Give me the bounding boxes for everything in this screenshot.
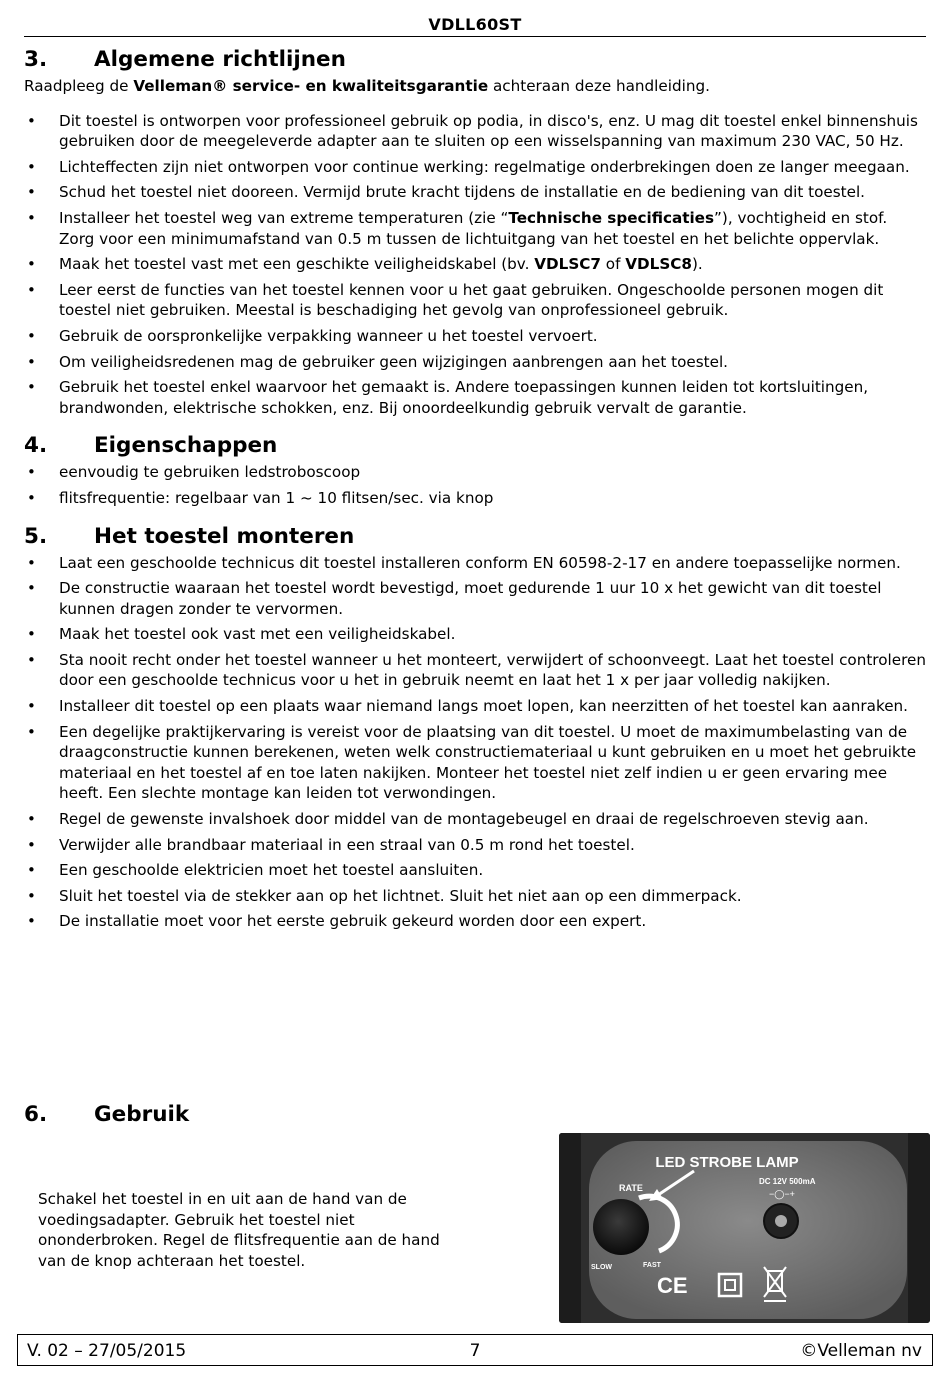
list-item: • Sta nooit recht onder het toestel wanneer u het monteert, verwijdert of schoonveegt. Laat het toestel controleren door een geschoolde technicus voor u het in gebruik neemt en laat het 1 x per jaar volledig nakijken. (24, 650, 926, 691)
list-item: • Leer eerst de functies van het toestel kennen voor u het gaat gebruiken. Ongeschoolde personen mogen dit toestel niet gebruiken. Meestal is beschadiging het gevolg van onprofessioneel gebruik. (24, 280, 926, 321)
model-code: VDLL60ST (428, 15, 522, 34)
section-features (24, 430, 926, 508)
list-item: • Installeer het toestel weg van extreme temperaturen (zie “Technische specificaties”), vochtigheid en stof. Zorg voor een minimumafstand van 0.5 m tussen de lichtuitgang van het toestel en het belichte oppervlak. (24, 208, 926, 249)
document-body (24, 44, 926, 944)
list-item: • Installeer dit toestel op een plaats waar niemand langs moet lopen, kan neerzitten of het toestel kan aanraken. (24, 696, 926, 717)
list-item: • eenvoudig te gebruiken ledstroboscoop (24, 462, 926, 483)
guideline-list (24, 111, 926, 419)
list-item: • Lichteffecten zijn niet ontworpen voor continue werking: regelmatige onderbrekingen doen ze langer meegaan. (24, 157, 926, 178)
list-item: • Regel de gewenste invalshoek door middel van de montagebeugel en draai de regelschroeven stevig aan. (24, 809, 926, 830)
list-item: • De installatie moet voor het eerste gebruik gekeurd worden door een expert. (24, 911, 926, 932)
list-item: • Een degelijke praktijkervaring is vereist voor de plaatsing van dit toestel. U moet de maximumbelasting van de draagconstructie kunnen berekenen, weten welk constructiemateriaal u kunt gebruiken en u moet het gebruikte materiaal en het toestel af en toe laten nakijken. Monteer het toestel niet zelf indien u er geen ervaring mee heeft. Een slechte montage kan leiden tot verwondingen. (24, 722, 926, 804)
section-heading: 4. Eigenschappen (24, 433, 278, 459)
rate-label: RATE (619, 1183, 643, 1193)
list-item: • Sluit het toestel via de stekker aan op het lichtnet. Sluit het niet aan op een dimmerpack. (24, 886, 926, 907)
ce-mark: CE (657, 1273, 688, 1298)
device-rear-panel-photo (559, 1133, 930, 1323)
feature-list (24, 462, 926, 508)
page-number: 7 (469, 1341, 481, 1361)
page-footer (17, 1334, 933, 1366)
list-item: • Maak het toestel vast met een geschikte veiligheidskabel (bv. VDLSC7 of VDLSC8). (24, 254, 926, 275)
panel-title: LED STROBE LAMP (655, 1154, 799, 1171)
list-item: • Gebruik het toestel enkel waarvoor het gemaakt is. Andere toepassingen kunnen leiden tot kortsluitingen, brandwonden, elektrische schokken, enz. Bij onoordeelkundig gebruik vervalt de garantie. (24, 377, 926, 418)
list-item: • Dit toestel is ontworpen voor professioneel gebruik op podia, in disco's, enz. U mag dit toestel enkel binnenshuis gebruiken door de meegeleverde adapter aan te sluiten op een wisselspanning van maximum 230 VAC, 50 Hz. (24, 111, 926, 152)
section-heading: 6. Gebruik (24, 1102, 190, 1127)
housing-edge-right (908, 1133, 930, 1323)
section-general-guidelines (24, 44, 926, 418)
list-item: • flitsfrequentie: regelbaar van 1 ~ 10 flitsen/sec. via knop (24, 488, 926, 509)
list-item: • Maak het toestel ook vast met een veiligheidskabel. (24, 624, 926, 645)
list-item: • De constructie waaraan het toestel wordt bevestigd, moet gedurende 1 uur 10 x het gewicht van dit toestel kunnen dragen zonder te vervormen. (24, 578, 926, 619)
usage-text: Schakel het toestel in en uit aan de hand van de voedingsadapter. Gebruik het toestel niet ononderbroken. Regel de flitsfrequentie aan de hand van de knop achteraan het toestel. (38, 1190, 440, 1270)
list-item: • Gebruik de oorspronkelijke verpakking wanneer u het toestel vervoert. (24, 326, 926, 347)
list-item: • Schud het toestel niet dooreen. Vermijd brute kracht tijdens de installatie en de bediening van dit toestel. (24, 182, 926, 203)
list-item: • Verwijder alle brandbaar materiaal in een straal van 0.5 m rond het toestel. (24, 835, 926, 856)
section-heading: 3. Algemene richtlijnen (24, 47, 346, 72)
intro-text: Raadpleeg de Velleman® service- en kwaliteitsgarantie achteraan deze handleiding. (24, 77, 710, 95)
section-installation (24, 521, 926, 933)
page-header (24, 14, 926, 37)
polarity-icon: −◯−+ (769, 1189, 795, 1199)
rate-knob (593, 1199, 649, 1255)
section-heading: 5. Het toestel monteren (24, 523, 355, 549)
list-item: • Een geschoolde elektricien moet het toestel aansluiten. (24, 860, 926, 881)
housing-edge-left (559, 1133, 581, 1323)
dc-socket-pin (775, 1215, 787, 1227)
rear-panel-illustration (559, 1133, 930, 1323)
fast-label: FAST (643, 1262, 661, 1269)
copyright: ©Velleman nv (800, 1341, 922, 1361)
list-item: • Om veiligheidsredenen mag de gebruiker geen wijzigingen aanbrengen aan het toestel. (24, 352, 926, 373)
dc-rating-label: DC 12V 500mA (759, 1177, 816, 1186)
installation-list (24, 553, 926, 933)
section-usage (24, 1099, 926, 1329)
version-date: V. 02 – 27/05/2015 (27, 1341, 187, 1361)
slow-label: SLOW (591, 1264, 612, 1271)
list-item: • Laat een geschoolde technicus dit toestel installeren conform EN 60598-2-17 en andere toepasselijke normen. (24, 553, 926, 574)
